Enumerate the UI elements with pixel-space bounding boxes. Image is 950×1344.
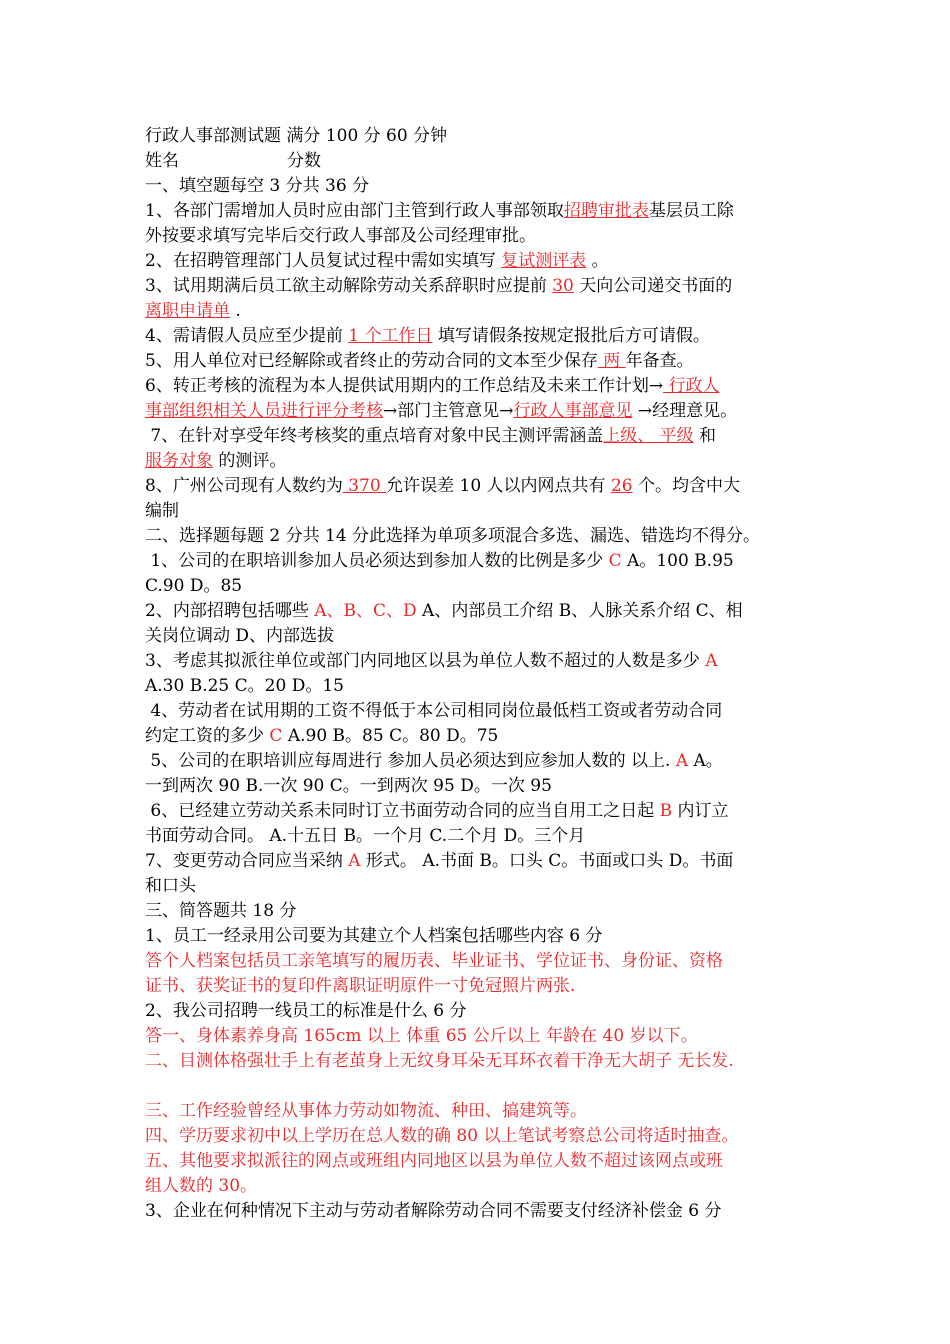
- s1-q1-answer: 招聘审批表: [563, 201, 649, 221]
- blank-line: [145, 1074, 815, 1099]
- s1-q6-answer-1b: 事部组织相关人员进行评分考核: [145, 401, 383, 421]
- s1-q5-line1: 5、用人单位对已经解除或者终止的劳动合同的文本至少保存 两 年备查。: [145, 351, 694, 371]
- section-2-heading: 二、选择题每题 2 分共 14 分此选择为单项多项混合多选、漏选、错选均不得分。: [145, 526, 761, 546]
- s1-q1-line2: 外按要求填写完毕后交行政人事部及公司经理审批。: [145, 226, 536, 246]
- s2-q5-answer: A: [675, 751, 689, 771]
- s2-q7-line2: 和口头: [145, 876, 196, 896]
- s1-q8-line2: 编制: [145, 501, 179, 521]
- s2-q2-line2: 关岗位调动 D、内部选拔: [145, 626, 335, 646]
- s2-q3-answer: A: [705, 651, 718, 671]
- s1-q7-line1: 7、在针对享受年终考核奖的重点培育对象中民主测评需涵盖上级、 平级 和: [145, 426, 717, 446]
- s1-q1-line1: 1、各部门需增加人员时应由部门主管到行政人事部领取招聘审批表基层员工除: [145, 201, 734, 221]
- s2-q2-line1: 2、内部招聘包括哪些 A、B、C、D A、内部员工介绍 B、人脉关系介绍 C、相: [145, 601, 743, 621]
- s2-q5-line2: 一到两次 90 B.一次 90 C。一到两次 95 D。一次 95: [145, 776, 552, 796]
- s3-a2-line4: 四、学历要求初中以上学历在总人数的确 80 以上笔试考察总公司将适时抽查。: [145, 1126, 739, 1146]
- section-3-heading: 三、简答题共 18 分: [145, 901, 297, 921]
- s3-a2-line1: 答一、身体素养身高 165cm 以上 体重 65 公斤以上 年龄在 40 岁以下。: [145, 1026, 698, 1046]
- s2-q3-line2: A.30 B.25 C。20 D。15: [145, 676, 344, 696]
- s1-q3-line2: 离职申请单 .: [145, 301, 241, 321]
- s2-q6-answer: B: [659, 801, 673, 821]
- s2-q6-line1: 6、已经建立劳动关系未同时订立书面劳动合同的应当自用工之日起 B 内订立: [145, 801, 729, 821]
- s2-q1-answer: C: [608, 551, 622, 571]
- exam-content: [145, 124, 815, 1224]
- exam-title: 行政人事部测试题 满分 100 分 60 分钟: [145, 126, 448, 146]
- s2-q7-line1: 7、变更劳动合同应当采纳 A 形式。 A.书面 B。口头 C。书面或口头 D。书面: [145, 851, 734, 871]
- s2-q7-answer: A: [348, 851, 361, 871]
- s1-q8-line1: 8、广州公司现有人数约为 370 允许误差 10 人以内网点共有 26 个。均含中大: [145, 476, 740, 496]
- s1-q4-line1: 4、需请假人员应至少提前 1 个工作日 填写请假条按规定报批后方可请假。: [145, 326, 710, 346]
- s2-q4-answer: C: [269, 726, 283, 746]
- s2-q4-line2: 约定工资的多少 C A.90 B。85 C。80 D。75: [145, 726, 499, 746]
- s1-q6-line1: 6、转正考核的流程为本人提供试用期内的工作总结及未来工作计划→ 行政人: [145, 376, 720, 396]
- s2-q1-line1: 1、公司的在职培训参加人员必须达到参加人数的比例是多少 C A。100 B.95: [145, 551, 734, 571]
- s2-q6-line2: 书面劳动合同。 A.十五日 B。一个月 C.二个月 D。三个月: [145, 826, 586, 846]
- s3-q2: 2、我公司招聘一线员工的标准是什么 6 分: [145, 1001, 467, 1021]
- s1-q6-line2: 事部组织相关人员进行评分考核→部门主管意见→行政人事部意见 →经理意见。: [145, 401, 738, 421]
- section-1-heading: 一、填空题每空 3 分共 36 分: [145, 176, 370, 196]
- s2-q4-line1: 4、劳动者在试用期的工资不得低于本公司相同岗位最低档工资或者劳动合同: [145, 701, 723, 721]
- s3-a2-line6: 组人数的 30。: [145, 1176, 258, 1196]
- s1-q4-answer: 1 个工作日: [348, 326, 433, 346]
- s2-q3-line1: 3、考虑其拟派往单位或部门内同地区以县为单位人数不超过的人数是多少 A: [145, 651, 718, 671]
- name-score-line: [145, 149, 815, 174]
- s1-q3-line1: 3、试用期满后员工欲主动解除劳动关系辞职时应提前 30 天向公司递交书面的: [145, 276, 733, 296]
- name-label: 姓名: [145, 151, 179, 171]
- s3-q1: 1、员工一经录用公司要为其建立个人档案包括哪些内容 6 分: [145, 926, 603, 946]
- s3-a2-line2: 二、目测体格强壮手上有老茧身上无纹身耳朵无耳环衣着干净无大胡子 无长发.: [145, 1051, 734, 1071]
- s3-a1-line2: 证书、获奖证书的复印件离职证明原件一寸免冠照片两张.: [145, 976, 576, 996]
- s3-q3: 3、企业在何种情况下主动与劳动者解除劳动合同不需要支付经济补偿金 6 分: [145, 1201, 722, 1221]
- s2-q1-line2: C.90 D。85: [145, 576, 243, 596]
- s3-a1-line1: 答个人档案包括员工亲笔填写的履历表、毕业证书、学位证书、身份证、资格: [145, 951, 723, 971]
- s1-q7-answer-1: 上级、 平级: [603, 426, 694, 446]
- s2-q5-line1: 5、公司的在职培训应每周进行 参加人员必须达到应参加人数的 以上. A A。: [145, 751, 723, 771]
- s1-q2-line1: 2、在招聘管理部门人员复试过程中需如实填写 复试测评表 。: [145, 251, 609, 271]
- s3-a2-line5: 五、其他要求拟派往的网点或班组内同地区以县为单位人数不超过该网点或班: [145, 1151, 723, 1171]
- s1-q5-answer: 两: [597, 351, 626, 371]
- s1-q8-answer-1: 370: [342, 476, 387, 496]
- s1-q2-answer: 复试测评表: [501, 251, 587, 271]
- s2-q2-answer: A、B、C、D: [314, 601, 417, 621]
- s1-q7-answer-2: 服务对象: [145, 451, 213, 471]
- s1-q3-answer-1: 30: [552, 276, 574, 296]
- s1-q6-answer-2: 行政人事部意见: [513, 401, 633, 421]
- s1-q3-answer-2: 离职申请单: [145, 301, 230, 321]
- s1-q8-answer-2: 26: [610, 476, 633, 496]
- s1-q7-line2: 服务对象 的测评。: [145, 451, 287, 471]
- s1-q6-answer-1a: 行政人: [663, 376, 720, 396]
- score-label: 分数: [287, 151, 321, 171]
- s3-a2-line3: 三、工作经验曾经从事体力劳动如物流、种田、搞建筑等。: [145, 1101, 587, 1121]
